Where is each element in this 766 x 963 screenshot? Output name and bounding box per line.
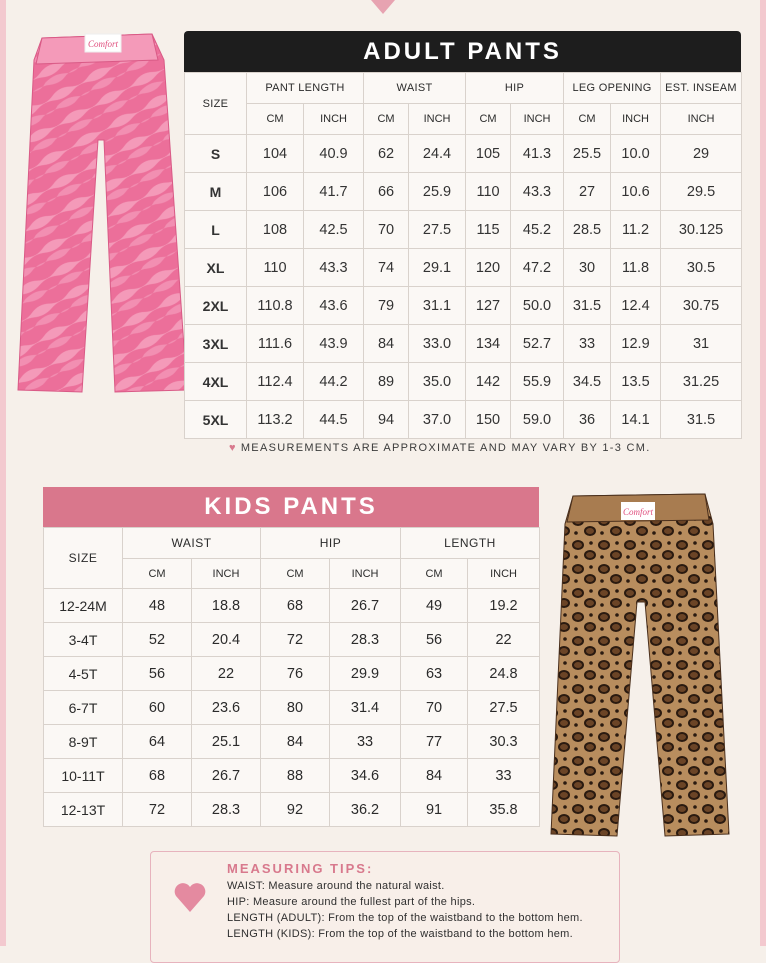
measurement-cell: 49 (401, 589, 468, 623)
measurement-cell: 60 (123, 691, 192, 725)
approximation-note (229, 442, 651, 454)
table-row (44, 793, 540, 827)
measurement-cell: 28.3 (330, 623, 401, 657)
measurement-cell: 44.5 (304, 401, 364, 439)
size-cell: 4-5T (44, 657, 123, 691)
measurement-cell: 22 (192, 657, 261, 691)
measurement-cell: 29.5 (661, 173, 742, 211)
col-group-header: HIP (261, 528, 401, 559)
unit-header: CM (364, 104, 409, 135)
measurement-cell: 74 (364, 249, 409, 287)
measurement-cell: 76 (261, 657, 330, 691)
unit-header: INCH (304, 104, 364, 135)
col-group-header: HIP (466, 73, 564, 104)
col-group-header: WAIST (364, 73, 466, 104)
measurement-cell: 110 (247, 249, 304, 287)
table-row (185, 173, 742, 211)
measurement-cell: 31 (661, 325, 742, 363)
measurement-cell: 30.75 (661, 287, 742, 325)
unit-header: CM (401, 559, 468, 589)
measurement-cell: 10.0 (611, 135, 661, 173)
measurement-cell: 68 (123, 759, 192, 793)
table-row (44, 725, 540, 759)
measurement-cell: 55.9 (511, 363, 564, 401)
measurement-cell: 110.8 (247, 287, 304, 325)
measurement-cell: 110 (466, 173, 511, 211)
measurement-cell: 56 (123, 657, 192, 691)
measurement-cell: 14.1 (611, 401, 661, 439)
measurement-cell: 33 (468, 759, 540, 793)
measurement-cell: 142 (466, 363, 511, 401)
measurement-cell: 28.3 (192, 793, 261, 827)
size-cell: S (185, 135, 247, 173)
size-cell: 12-13T (44, 793, 123, 827)
unit-header: INCH (409, 104, 466, 135)
measurement-cell: 42.5 (304, 211, 364, 249)
table-row (185, 325, 742, 363)
measurement-cell: 25.9 (409, 173, 466, 211)
brand-tag-text: Comfort (622, 507, 654, 517)
heart-icon (173, 882, 207, 912)
measurement-cell: 34.6 (330, 759, 401, 793)
measurement-cell: 31.5 (661, 401, 742, 439)
table-row (185, 211, 742, 249)
measurement-cell: 134 (466, 325, 511, 363)
measurement-cell: 47.2 (511, 249, 564, 287)
col-group-header: LENGTH (401, 528, 540, 559)
measurement-cell: 12.4 (611, 287, 661, 325)
pink-zebra-pants-image (12, 20, 194, 398)
measurement-cell: 48 (123, 589, 192, 623)
table-row (44, 691, 540, 725)
measurement-cell: 50.0 (511, 287, 564, 325)
unit-header: INCH (611, 104, 661, 135)
measurement-cell: 68 (261, 589, 330, 623)
measurement-cell: 31.25 (661, 363, 742, 401)
size-cell: 3XL (185, 325, 247, 363)
measurement-cell: 11.2 (611, 211, 661, 249)
brand-tag-text: Comfort (87, 39, 119, 49)
measurement-cell: 27.5 (468, 691, 540, 725)
tip-line: WAIST: Measure around the natural waist. (227, 880, 445, 892)
measurement-cell: 62 (364, 135, 409, 173)
table-row (44, 657, 540, 691)
measurement-cell: 26.7 (330, 589, 401, 623)
measurement-cell: 66 (364, 173, 409, 211)
measurement-cell: 43.9 (304, 325, 364, 363)
measurement-cell: 41.3 (511, 135, 564, 173)
measurement-cell: 63 (401, 657, 468, 691)
measurement-cell: 30.125 (661, 211, 742, 249)
measurement-cell: 12.9 (611, 325, 661, 363)
measurement-cell: 115 (466, 211, 511, 249)
measurement-cell: 80 (261, 691, 330, 725)
table-row (185, 135, 742, 173)
col-group-header: EST. INSEAM (661, 73, 742, 104)
size-cell: L (185, 211, 247, 249)
measurement-cell: 104 (247, 135, 304, 173)
col-group-header: LEG OPENING (564, 73, 661, 104)
measurement-cell: 72 (123, 793, 192, 827)
measurement-cell: 92 (261, 793, 330, 827)
measurement-cell: 77 (401, 725, 468, 759)
measurement-cell: 72 (261, 623, 330, 657)
measurement-cell: 27 (564, 173, 611, 211)
adult-size-chart (184, 31, 741, 439)
page-border-right (760, 0, 766, 946)
measurement-cell: 43.3 (511, 173, 564, 211)
measurement-cell: 36 (564, 401, 611, 439)
measurement-cell: 26.7 (192, 759, 261, 793)
measurement-cell: 56 (401, 623, 468, 657)
measurement-cell: 94 (364, 401, 409, 439)
measurement-cell: 108 (247, 211, 304, 249)
size-cell: M (185, 173, 247, 211)
size-header: SIZE (185, 73, 247, 135)
measurement-cell: 33 (330, 725, 401, 759)
unit-header: INCH (192, 559, 261, 589)
measurement-cell: 11.8 (611, 249, 661, 287)
measurement-cell: 29.9 (330, 657, 401, 691)
size-header: SIZE (44, 528, 123, 589)
measurement-cell: 89 (364, 363, 409, 401)
measurement-cell: 52.7 (511, 325, 564, 363)
measurement-cell: 35.8 (468, 793, 540, 827)
measurement-cell: 150 (466, 401, 511, 439)
measurement-cell: 88 (261, 759, 330, 793)
measurement-cell: 44.2 (304, 363, 364, 401)
col-group-header: PANT LENGTH (247, 73, 364, 104)
measurement-cell: 25.5 (564, 135, 611, 173)
measurement-cell: 84 (261, 725, 330, 759)
table-row (185, 363, 742, 401)
table-row (44, 759, 540, 793)
unit-header: INCH (468, 559, 540, 589)
measurement-cell: 35.0 (409, 363, 466, 401)
measurement-cell: 45.2 (511, 211, 564, 249)
measurement-cell: 27.5 (409, 211, 466, 249)
table-row (185, 401, 742, 439)
measurement-cell: 37.0 (409, 401, 466, 439)
measurement-cell: 120 (466, 249, 511, 287)
measurement-cell: 24.8 (468, 657, 540, 691)
measurement-cell: 25.1 (192, 725, 261, 759)
unit-header: CM (261, 559, 330, 589)
measurement-cell: 31.4 (330, 691, 401, 725)
measurement-cell: 127 (466, 287, 511, 325)
size-cell: 2XL (185, 287, 247, 325)
measurement-cell: 43.3 (304, 249, 364, 287)
measurement-cell: 106 (247, 173, 304, 211)
measurement-cell: 111.6 (247, 325, 304, 363)
size-cell: 5XL (185, 401, 247, 439)
measurement-cell: 70 (401, 691, 468, 725)
unit-header: CM (466, 104, 511, 135)
tip-line: LENGTH (KIDS): From the top of the waistband to the bottom hem. (227, 928, 573, 940)
measurement-cell: 52 (123, 623, 192, 657)
measurement-cell: 40.9 (304, 135, 364, 173)
measurement-cell: 70 (364, 211, 409, 249)
measurement-cell: 23.6 (192, 691, 261, 725)
kids-chart-title: KIDS PANTS (43, 487, 539, 527)
leopard-print-pants-image (545, 490, 735, 842)
measurement-cell: 28.5 (564, 211, 611, 249)
size-cell: 8-9T (44, 725, 123, 759)
page-border-left (0, 0, 6, 946)
measurement-cell: 19.2 (468, 589, 540, 623)
measurement-cell: 30.3 (468, 725, 540, 759)
measurement-cell: 91 (401, 793, 468, 827)
unit-header: INCH (661, 104, 742, 135)
table-row (44, 589, 540, 623)
measurement-cell: 31.1 (409, 287, 466, 325)
measurement-cell: 29.1 (409, 249, 466, 287)
tips-title: MEASURING TIPS: (227, 861, 374, 876)
table-row (185, 249, 742, 287)
size-cell: 12-24M (44, 589, 123, 623)
measurement-cell: 24.4 (409, 135, 466, 173)
measurement-cell: 22 (468, 623, 540, 657)
table-row (185, 287, 742, 325)
tip-line: LENGTH (ADULT): From the top of the waistband to the bottom hem. (227, 912, 583, 924)
kids-size-chart (43, 487, 539, 827)
unit-header: INCH (511, 104, 564, 135)
measurement-cell: 84 (401, 759, 468, 793)
measurement-cell: 84 (364, 325, 409, 363)
measurement-cell: 41.7 (304, 173, 364, 211)
measurement-cell: 33 (564, 325, 611, 363)
measurement-cell: 20.4 (192, 623, 261, 657)
size-cell: 4XL (185, 363, 247, 401)
measurement-cell: 64 (123, 725, 192, 759)
measurement-cell: 10.6 (611, 173, 661, 211)
measurement-cell: 79 (364, 287, 409, 325)
heart-icon: ♥ (229, 442, 237, 454)
table-row (44, 623, 540, 657)
measuring-tips-box (150, 851, 620, 963)
unit-header: CM (123, 559, 192, 589)
size-cell: 10-11T (44, 759, 123, 793)
measurement-cell: 105 (466, 135, 511, 173)
tip-line: HIP: Measure around the fullest part of the hips. (227, 896, 476, 908)
size-cell: XL (185, 249, 247, 287)
measurement-cell: 29 (661, 135, 742, 173)
size-cell: 3-4T (44, 623, 123, 657)
measurement-cell: 18.8 (192, 589, 261, 623)
measurement-cell: 36.2 (330, 793, 401, 827)
measurement-cell: 43.6 (304, 287, 364, 325)
size-cell: 6-7T (44, 691, 123, 725)
note-text: MEASUREMENTS ARE APPROXIMATE AND MAY VARY BY 1-3 CM. (240, 442, 651, 454)
measurement-cell: 31.5 (564, 287, 611, 325)
measurement-cell: 113.2 (247, 401, 304, 439)
measurement-cell: 33.0 (409, 325, 466, 363)
measurement-cell: 34.5 (564, 363, 611, 401)
measurement-cell: 112.4 (247, 363, 304, 401)
measurement-cell: 13.5 (611, 363, 661, 401)
unit-header: INCH (330, 559, 401, 589)
adult-chart-title: ADULT PANTS (184, 31, 741, 72)
unit-header: CM (564, 104, 611, 135)
heart-icon (368, 0, 398, 14)
measurement-cell: 59.0 (511, 401, 564, 439)
measurement-cell: 30.5 (661, 249, 742, 287)
measurement-cell: 30 (564, 249, 611, 287)
col-group-header: WAIST (123, 528, 261, 559)
unit-header: CM (247, 104, 304, 135)
